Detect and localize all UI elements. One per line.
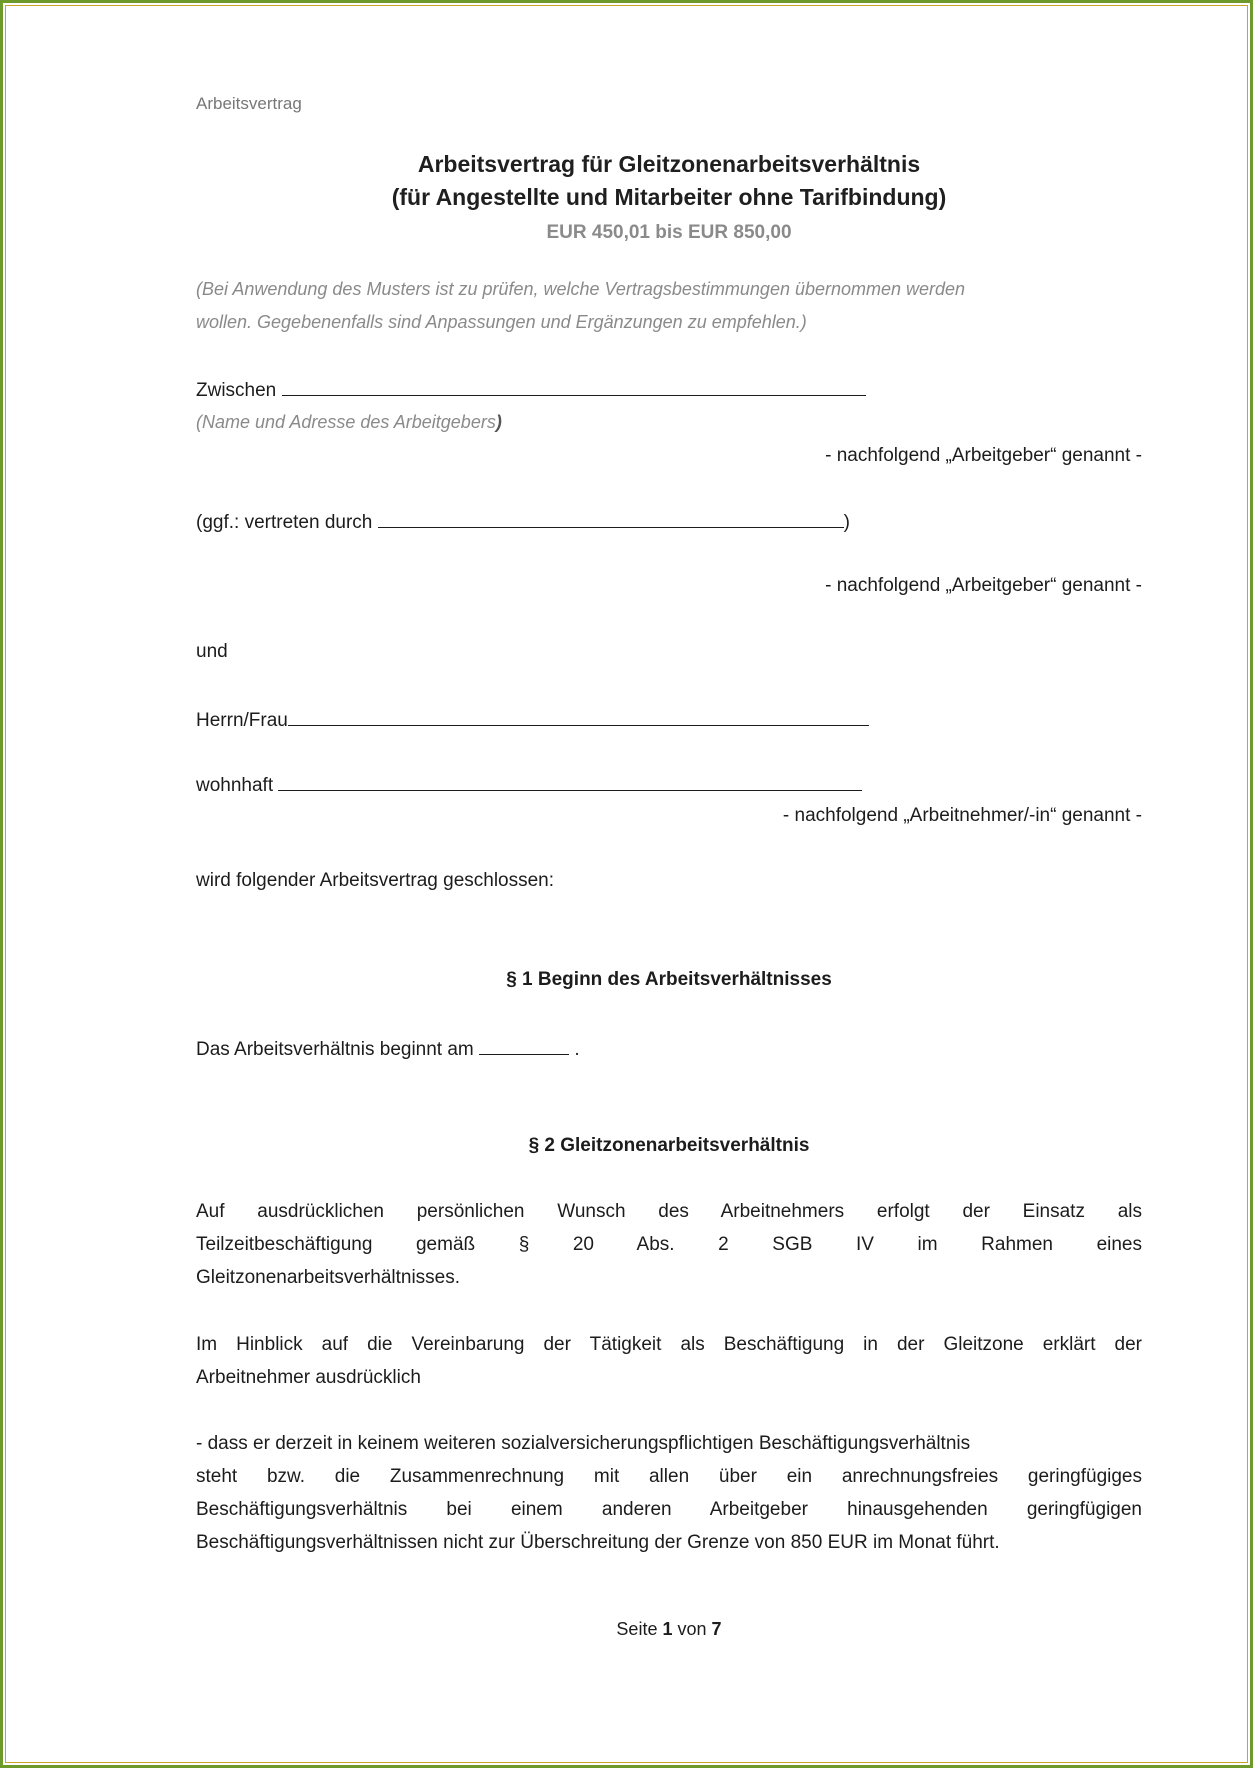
section-2-p2-line1: Im Hinblick auf die Vereinbarung der Tätigkeit als Beschäftigung in der Gleitzone erklärt der xyxy=(196,1334,1142,1355)
wohnhaft-label: wohnhaft xyxy=(196,775,274,796)
section-2-p3-line4: Beschäftigungsverhältnissen nicht zur Überschreitung der Grenze von 850 EUR im Monat führt. xyxy=(196,1532,1000,1553)
section-1-heading: § 1 Beginn des Arbeitsverhältnisses xyxy=(506,969,832,990)
employer-hint-close: ) xyxy=(495,412,502,432)
employer-hint xyxy=(196,412,502,433)
section-2-p3-line2: steht bzw. die Zusammenrechnung mit allen über ein anrechnungsfreies geringfügiges xyxy=(196,1466,1142,1487)
section-2-p1-line2: Teilzeitbeschäftigung gemäß § 20 Abs. 2 SGB IV im Rahmen eines xyxy=(196,1234,1142,1255)
salary-range-subtitle: EUR 450,01 bis EUR 850,00 xyxy=(546,222,792,243)
header-label: Arbeitsvertrag xyxy=(196,94,302,113)
document-title-line2: (für Angestellte und Mitarbeiter ohne Tarifbindung) xyxy=(391,184,947,210)
section-1-text xyxy=(196,1036,580,1061)
footer-page-word: Seite xyxy=(616,1619,658,1639)
und-label: und xyxy=(196,641,228,662)
footer-page-number: 1 xyxy=(662,1619,673,1639)
document-page xyxy=(196,0,1142,1768)
employee-address-blank[interactable] xyxy=(278,772,862,791)
section-2-p3-line1: - dass er derzeit in keinem weiteren sozialversicherungspflichtigen Beschäftigungsverhältnis xyxy=(196,1433,971,1454)
footer-of-word: von xyxy=(677,1619,707,1639)
section-1-text-prefix: Das Arbeitsverhältnis beginnt am xyxy=(196,1039,474,1060)
footer-page-total: 7 xyxy=(711,1619,722,1639)
employee-address-line xyxy=(196,772,862,797)
represented-prefix: (ggf.: vertreten durch xyxy=(196,512,373,533)
section-2-p1-line1: Auf ausdrücklichen persönlichen Wunsch des Arbeitnehmers erfolgt der Einsatz als xyxy=(196,1201,1142,1222)
employee-name-line xyxy=(196,707,869,732)
section-2-heading: § 2 Gleitzonenarbeitsverhältnis xyxy=(528,1135,810,1156)
contract-intro: wird folgender Arbeitsvertrag geschlossen: xyxy=(196,870,555,891)
section-2-p2-line2: Arbeitnehmer ausdrücklich xyxy=(196,1367,421,1388)
employee-named-label: - nachfolgend „Arbeitnehmer/-in“ genannt - xyxy=(782,805,1142,826)
employer-line xyxy=(196,377,866,402)
representative-blank[interactable] xyxy=(378,509,844,528)
section-2-p3-line3: Beschäftigungsverhältnis bei einem anderen Arbeitgeber hinausgehenden geringfügigen xyxy=(196,1499,1142,1520)
section-1-text-suffix: . xyxy=(574,1039,580,1060)
usage-note-line1: (Bei Anwendung des Musters ist zu prüfen, welche Vertragsbestimmungen übernommen werden xyxy=(196,279,966,299)
employer-hint-text: (Name und Adresse des Arbeitgebers xyxy=(196,412,496,432)
herr-frau-label: Herrn/Frau xyxy=(196,710,288,731)
employee-name-blank[interactable] xyxy=(288,707,869,726)
represented-line xyxy=(196,509,850,534)
page-footer xyxy=(196,1619,1142,1640)
employer-name-blank[interactable] xyxy=(282,377,866,396)
represented-named-label: - nachfolgend „Arbeitgeber“ genannt - xyxy=(825,575,1142,596)
document-title-line1: Arbeitsvertrag für Gleitzonenarbeitsverhältnis xyxy=(417,151,921,177)
section-2-p1-line3: Gleitzonenarbeitsverhältnisses. xyxy=(196,1267,461,1288)
represented-suffix: ) xyxy=(843,512,850,533)
usage-note-line2: wollen. Gegebenenfalls sind Anpassungen und Ergänzungen zu empfehlen.) xyxy=(196,312,807,332)
zwischen-label: Zwischen xyxy=(196,380,277,401)
employer-named-label: - nachfolgend „Arbeitgeber“ genannt - xyxy=(825,445,1142,466)
start-date-blank[interactable] xyxy=(479,1036,569,1055)
